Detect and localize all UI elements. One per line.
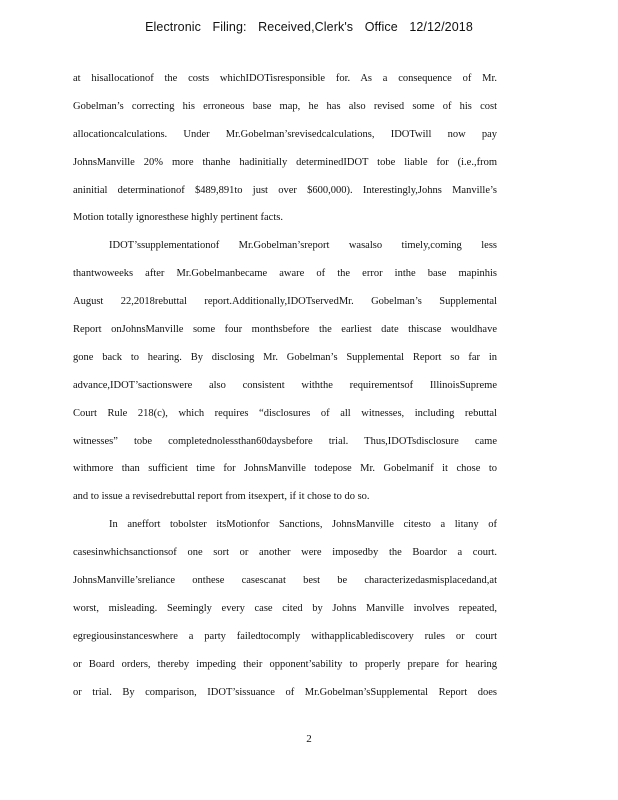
- body-line: at hisallocationof the costs whichIDOTisresponsible for. As a consequence of Mr.: [73, 73, 497, 84]
- body-line: JohnsManville’sreliance onthese casescanat best be characterizedasmisplacedand,at: [73, 575, 497, 587]
- body-line: advance,IDOT’sactionswere also consistent withthe requirementsof IllinoisSupreme: [73, 379, 497, 391]
- page-number: 2: [306, 733, 312, 745]
- body-line: gone back to hearing. By disclosing Mr. Gobelman’s Supplemental Report so far in: [73, 351, 497, 363]
- body-line: or Board orders, thereby impeding their opponent’sability to properly prepare for hearing: [73, 658, 497, 670]
- paragraph-first-line: In aneffort tobolster itsMotionfor Sanctions, JohnsManville citesto a litany of: [109, 519, 497, 531]
- body-line: allocationcalculations. Under Mr.Gobelman’srevisedcalculations, IDOTwill now pay: [73, 128, 497, 140]
- body-line: August 22,2018rebuttal report.Additionally,IDOTservedMr. Gobelman’s Supplemental: [73, 296, 497, 308]
- paragraph-last-line: Motion totally ignoresthese highly pertinent facts.: [73, 212, 283, 224]
- body-line: casesinwhichsanctionsof one sort or another were imposedby the Boardor a court.: [73, 547, 497, 559]
- body-line: withmore than sufficient time for JohnsManville todepose Mr. Gobelmanif it chose to: [73, 463, 497, 475]
- body-line: egregiousinstanceswhere a party failedtocomply withapplicablediscovery rules or court: [73, 630, 497, 642]
- body-line: thantwoweeks after Mr.Gobelmanbecame aware of the error inthe base mapinhis: [73, 268, 497, 280]
- filing-stamp-header: Electronic Filing: Received,Clerk's Office 12/12/2018: [145, 20, 473, 34]
- body-line: worst, misleading. Seemingly every case cited by Johns Manville involves repeated,: [73, 602, 497, 614]
- body-line: JohnsManville 20% more thanhe hadinitially determinedIDOT tobe liable for (i.e.,from: [73, 156, 497, 168]
- paragraph-first-line: IDOT’ssupplementationof Mr.Gobelman’sreport wasalso timely,coming less: [109, 240, 497, 252]
- body-line: aninitial determinationof $489,891to just over $600,000). Interestingly,Johns Manville’s: [73, 184, 497, 196]
- body-line: Court Rule 218(c), which requires “disclosures of all witnesses, including rebuttal: [73, 407, 497, 419]
- body-line: witnesses” tobe completednolessthan60daysbefore trial. Thus,IDOTsdisclosure came: [73, 435, 497, 447]
- body-line: or trial. By comparison, IDOT’sissuance of Mr.Gobelman’sSupplemental Report does: [73, 686, 497, 698]
- body-line: Gobelman’s correcting his erroneous base map, he has also revised some of his cost: [73, 100, 497, 112]
- paragraph-last-line: and to issue a revisedrebuttal report from itsexpert, if it chose to do so.: [73, 491, 370, 503]
- body-line: Report onJohnsManville some four monthsbefore the earliest date thiscase wouldhave: [73, 324, 497, 336]
- document-body: [73, 70, 497, 711]
